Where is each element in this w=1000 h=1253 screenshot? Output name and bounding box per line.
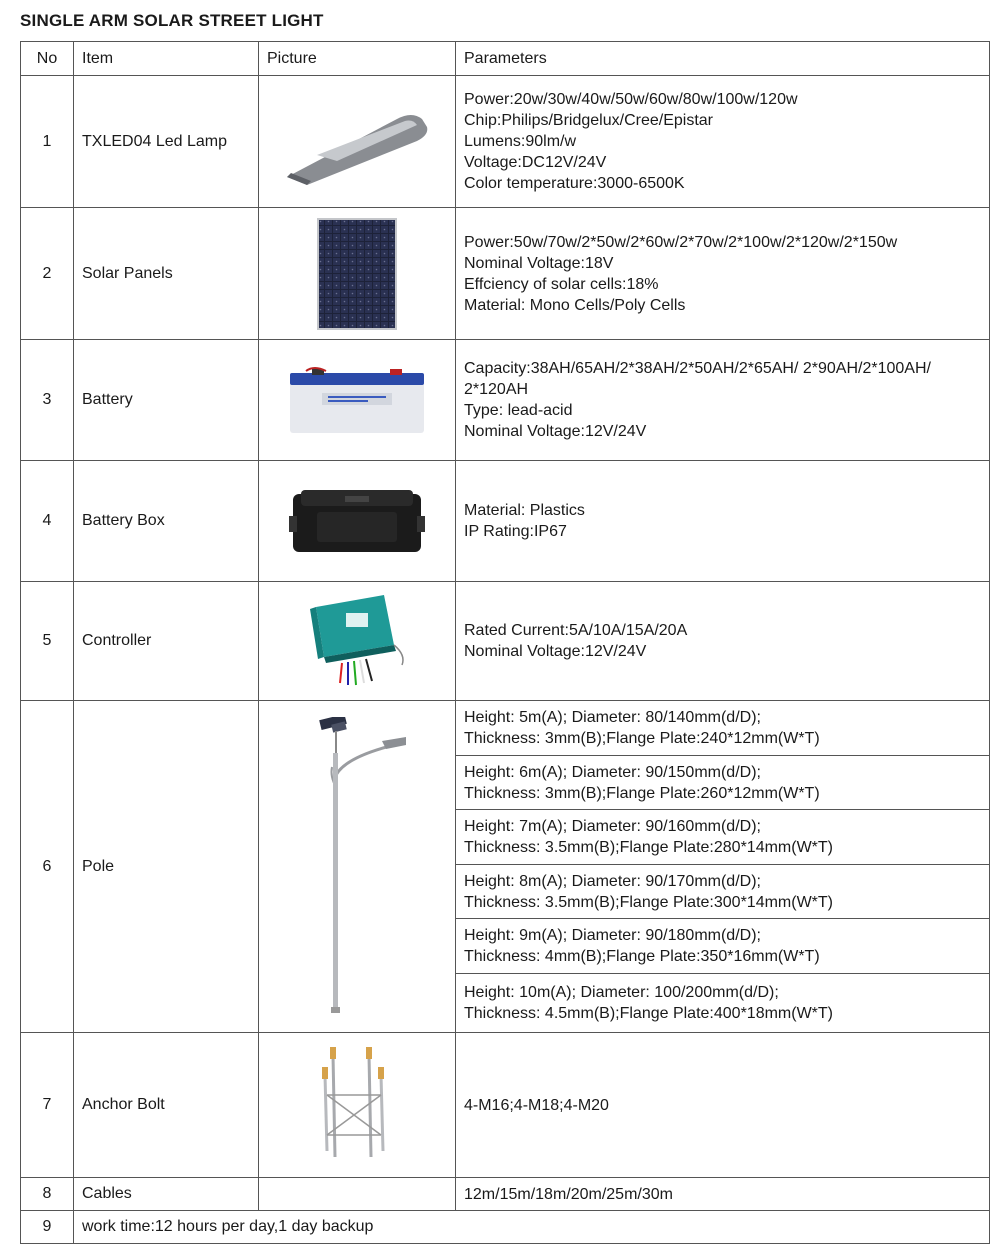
pole-option-line: Thickness: 4mm(B);Flange Plate:350*16mm(W*T) <box>464 948 820 965</box>
row-number: 1 <box>21 76 74 208</box>
pole-option-line: Height: 5m(A); Diameter: 80/140mm(d/D); <box>464 709 761 726</box>
pole-option-line: Thickness: 4.5mm(B);Flange Plate:400*18mm(W*T) <box>464 1005 833 1022</box>
row-note: work time:12 hours per day,1 day backup <box>74 1211 990 1244</box>
pole-option-line: Height: 7m(A); Diameter: 90/160mm(d/D); <box>464 818 761 835</box>
row-item: Battery <box>74 340 259 461</box>
pole-option-line: Height: 9m(A); Diameter: 90/180mm(d/D); <box>464 927 761 944</box>
row-item: Pole <box>74 701 259 1033</box>
param-line: IP Rating:IP67 <box>464 523 567 540</box>
param-line: Material: Mono Cells/Poly Cells <box>464 296 686 314</box>
param-line: Nominal Voltage:12V/24V <box>464 423 647 440</box>
param-line: Lumens:90lm/w <box>464 133 577 150</box>
header-parameters: Parameters <box>456 42 990 76</box>
param-line: Color temperature:3000-6500K <box>464 175 685 192</box>
battery-box-icon <box>287 486 427 556</box>
param-line: 12m/15m/18m/20m/25m/30m <box>464 1185 673 1203</box>
controller-icon <box>302 591 412 691</box>
param-line: Nominal Voltage:18V <box>464 254 614 272</box>
table-row <box>21 1178 990 1211</box>
pole-icon <box>302 717 412 1017</box>
spec-table <box>20 41 990 1244</box>
row-number: 5 <box>21 582 74 701</box>
param-line: Power:20w/30w/40w/50w/60w/80w/100w/120w <box>464 91 798 108</box>
row-number: 9 <box>21 1211 74 1244</box>
table-row <box>21 701 990 756</box>
header-picture: Picture <box>259 42 456 76</box>
row-item: Controller <box>74 582 259 701</box>
row-item: Cables <box>74 1178 259 1211</box>
table-row <box>21 340 990 461</box>
row-number: 4 <box>21 461 74 582</box>
table-row <box>21 208 990 340</box>
table-row <box>21 582 990 701</box>
table-row <box>21 1033 990 1178</box>
row-number: 6 <box>21 701 74 1033</box>
param-line: Type: lead-acid <box>464 402 573 419</box>
param-line: Capacity:38AH/65AH/2*38AH/2*50AH/2*65AH/ 2*90AH/2*100AH/ 2*120AH <box>464 360 931 398</box>
row-number: 2 <box>21 208 74 340</box>
param-line: Material: Plastics <box>464 502 585 519</box>
param-line: Voltage:DC12V/24V <box>464 154 607 171</box>
pole-option-line: Thickness: 3.5mm(B);Flange Plate:300*14mm(W*T) <box>464 893 833 911</box>
param-line: Power:50w/70w/2*50w/2*60w/2*70w/2*100w/2*120w/2*150w <box>464 233 898 251</box>
page-title: SINGLE ARM SOLAR STREET LIGHT <box>20 11 324 30</box>
param-line: Chip:Philips/Bridgelux/Cree/Epistar <box>464 112 713 129</box>
pole-option-line: Height: 6m(A); Diameter: 90/150mm(d/D); <box>464 763 761 781</box>
row-item: TXLED04 Led Lamp <box>74 76 259 208</box>
row-item: Battery Box <box>74 461 259 582</box>
param-line: Rated Current:5A/10A/15A/20A <box>464 622 688 639</box>
row-item: Solar Panels <box>74 208 259 340</box>
param-line: Effciency of solar cells:18% <box>464 275 659 293</box>
pole-option-line: Height: 8m(A); Diameter: 90/170mm(d/D); <box>464 872 761 890</box>
table-row <box>21 76 990 208</box>
param-line: Nominal Voltage:12V/24V <box>464 643 647 660</box>
table-header-row <box>21 42 990 76</box>
row-item: Anchor Bolt <box>74 1033 259 1178</box>
battery-icon <box>282 365 432 435</box>
pole-option-line: Thickness: 3mm(B);Flange Plate:260*12mm(W*T) <box>464 784 820 802</box>
pole-option-line: Thickness: 3.5mm(B);Flange Plate:280*14mm(W*T) <box>464 839 833 856</box>
pole-option-line: Height: 10m(A); Diameter: 100/200mm(d/D); <box>464 984 779 1001</box>
table-row <box>21 1211 990 1244</box>
header-item: Item <box>74 42 259 76</box>
param-line: 4-M16;4-M18;4-M20 <box>464 1096 609 1114</box>
header-no: No <box>21 42 74 76</box>
row-number: 7 <box>21 1033 74 1178</box>
table-row <box>21 461 990 582</box>
row-number: 3 <box>21 340 74 461</box>
anchor-bolt-icon <box>317 1045 397 1165</box>
solar-panel-icon <box>317 218 397 330</box>
led-lamp-icon <box>277 97 437 187</box>
row-number: 8 <box>21 1178 74 1211</box>
pole-option-line: Thickness: 3mm(B);Flange Plate:240*12mm(W*T) <box>464 730 820 747</box>
